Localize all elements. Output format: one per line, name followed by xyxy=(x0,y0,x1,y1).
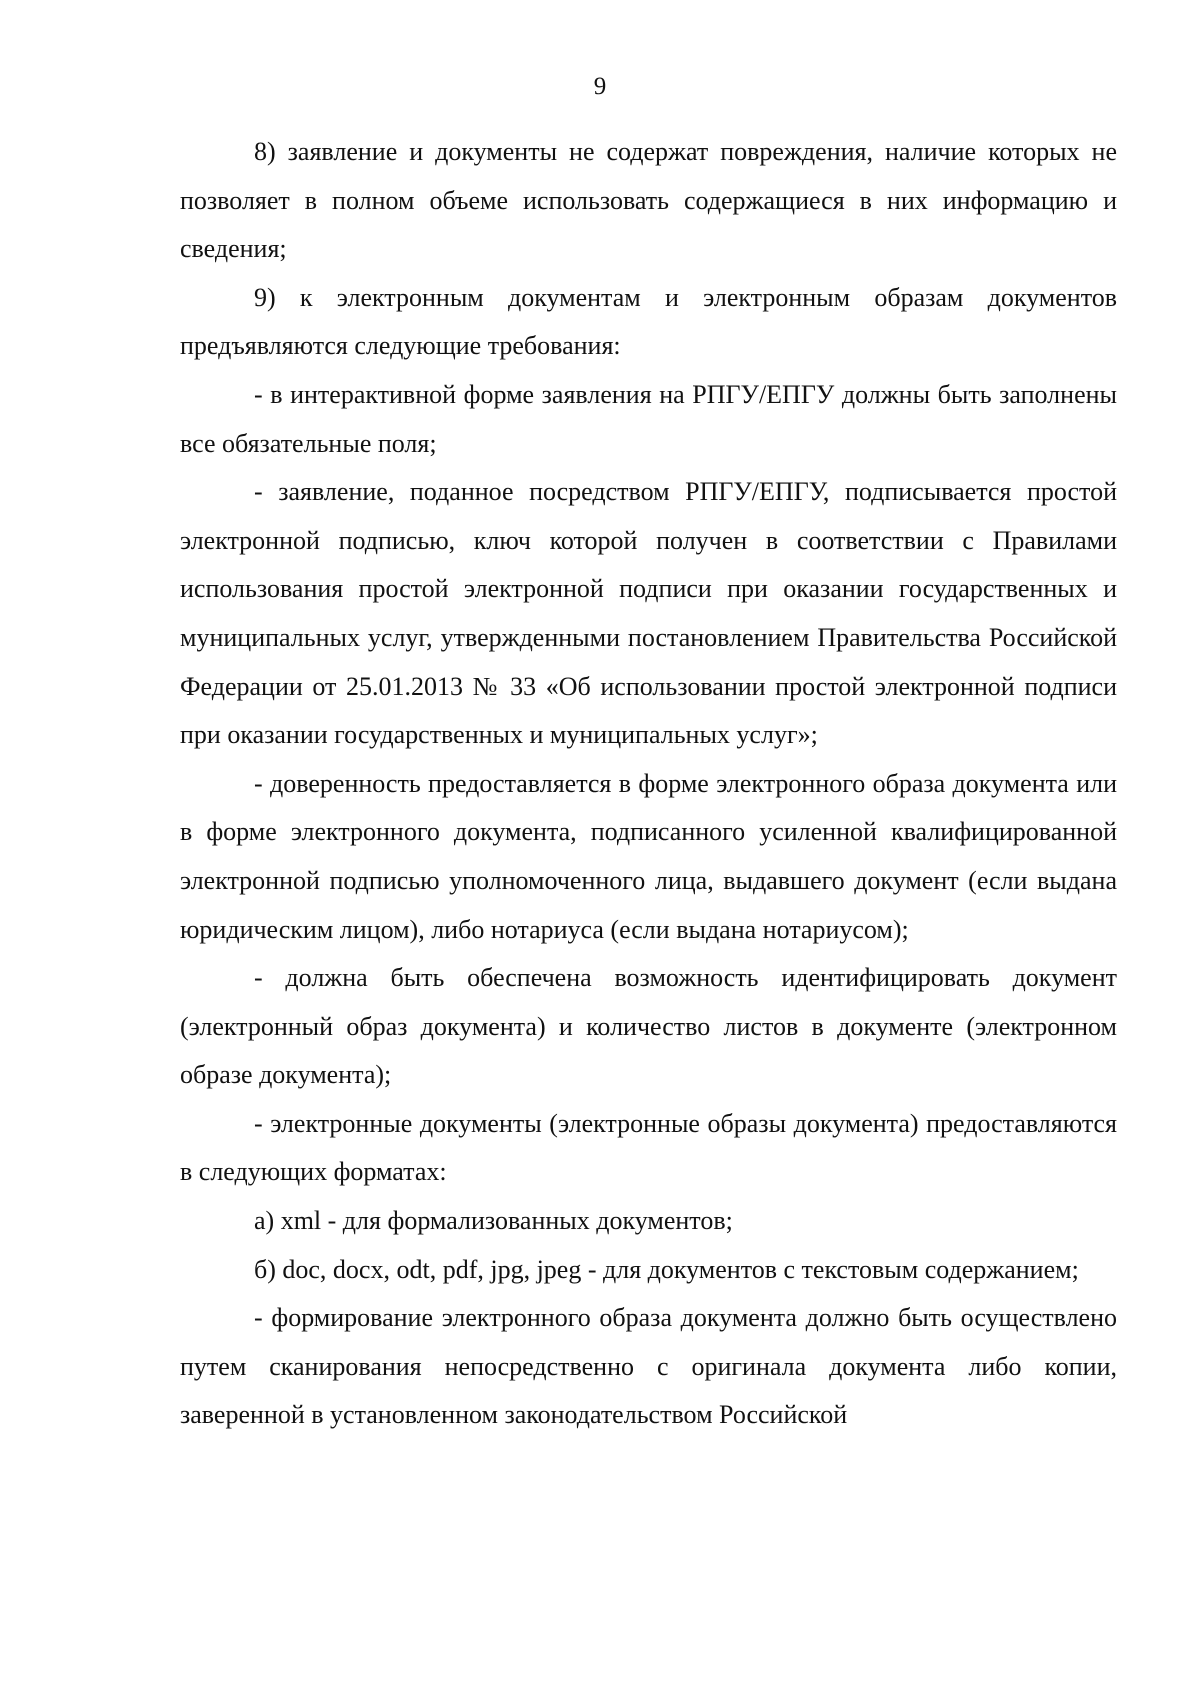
requirement-interactive-form: - в интерактивной форме заявления на РПГУ/ЕПГУ должны быть заполнены все обязательные поля; xyxy=(180,379,1117,458)
page-number: 9 xyxy=(593,73,607,100)
document-body xyxy=(180,128,1117,1440)
requirement-formats: - электронные документы (электронные образы документа) предоставляются в следующих форматах: xyxy=(180,1108,1117,1187)
format-text-documents: б) doc, docx, odt, pdf, jpg, jpeg - для документов с текстовым содержанием; xyxy=(254,1254,1079,1284)
paragraph-item-8: 8) заявление и документы не содержат повреждения, наличие которых не позволяет в полном объеме использовать содержащиеся в них информацию и сведения; xyxy=(180,137,1117,264)
requirement-simple-signature: - заявление, поданное посредством РПГУ/ЕПГУ, подписывается простой электронной подписью, ключ которой получен в соответствии с Правилами использования простой электронной подписи при оказании государственных и муниципальных услуг, утвержденными постановлением Правительства Российской Федерации от 25.01.2013 № 33 «Об использовании простой электронной подписи при оказании государственных и муниципальных услуг»; xyxy=(180,477,1117,750)
paragraph-item-9: 9) к электронным документам и электронным образам документов предъявляются следующие требования: xyxy=(180,282,1117,361)
format-xml: а) xml - для формализованных документов; xyxy=(254,1206,733,1236)
requirement-identification: - должна быть обеспечена возможность идентифицировать документ (электронный образ документа) и количество листов в документе (электронном образе документа); xyxy=(180,963,1117,1090)
requirement-power-of-attorney: - доверенность предоставляется в форме электронного образа документа или в форме электронного документа, подписанного усиленной квалифицированной электронной подписью уполномоченного лица, выдавшего документ (если выдана юридическим лицом), либо нотариуса (если выдана нотариусом); xyxy=(180,768,1117,944)
requirement-scanning: - формирование электронного образа документа должно быть осуществлено путем сканирования непосредственно с оригинала документа либо копии, заверенной в установленном законодательством Российской xyxy=(180,1303,1117,1430)
